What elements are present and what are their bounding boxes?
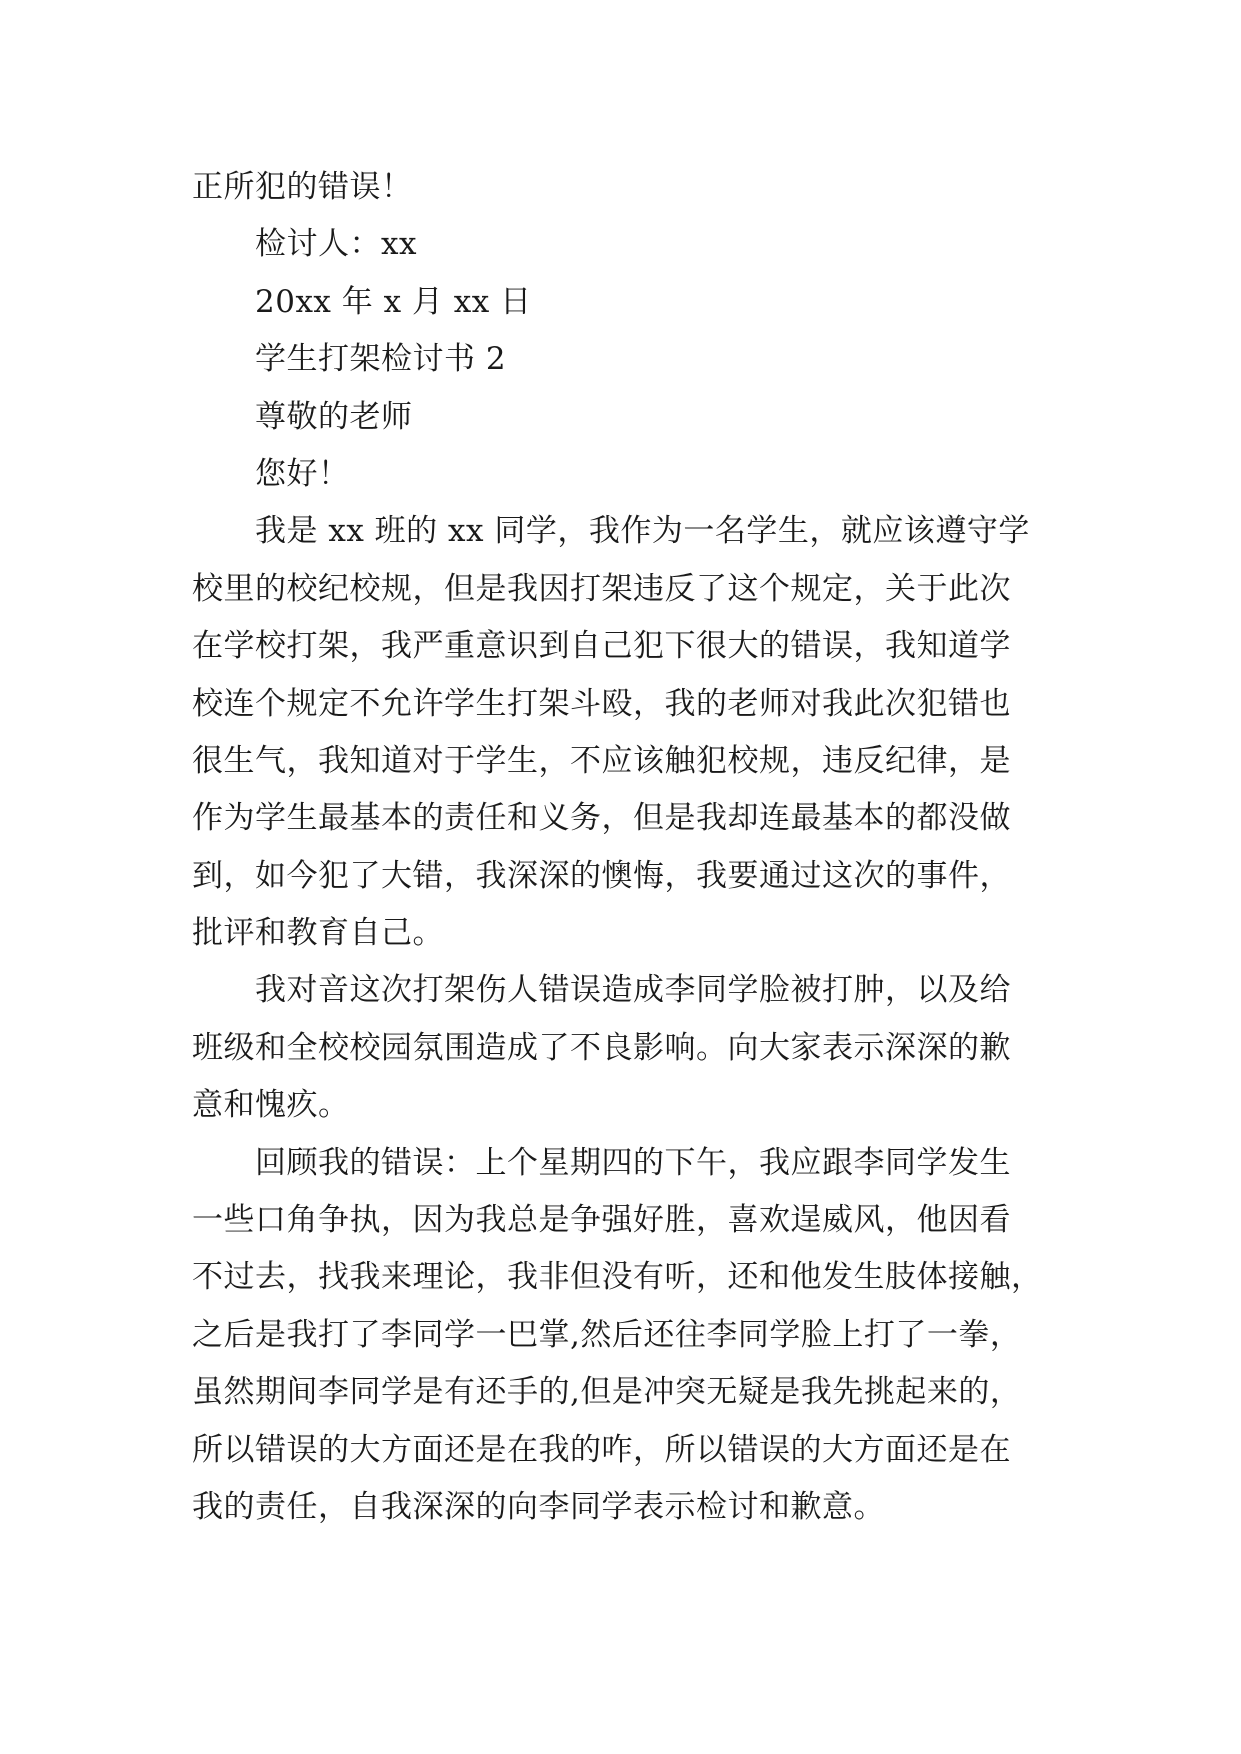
text-line: 意和愧疚。	[192, 1087, 350, 1124]
text-line: 所以错误的大方面还是在我的咋，所以错误的大方面还是在	[192, 1431, 1011, 1468]
reviewer-line: 检讨人：xx	[255, 226, 417, 263]
text-line: 我的责任，自我深深的向李同学表示检讨和歉意。	[192, 1488, 885, 1525]
text-line: 虽然期间李同学是有还手的,但是冲突无疑是我先挑起来的，	[192, 1374, 1022, 1411]
text-line: 不过去，找我来理论，我非但没有听，还和他发生肢体接触，	[192, 1259, 1043, 1296]
salutation: 尊敬的老师	[255, 398, 413, 435]
text-line: 校里的校纪校规，但是我因打架违反了这个规定，关于此次	[192, 570, 1011, 607]
text-line: 我对音这次打架伤人错误造成李同学脸被打肿，以及给	[255, 972, 1011, 1009]
text-line: 批评和教育自己。	[192, 915, 444, 952]
document-title: 学生打架检讨书 2	[255, 341, 507, 378]
text-line: 作为学生最基本的责任和义务，但是我却连最基本的都没做	[192, 800, 1011, 837]
text-line: 之后是我打了李同学一巴掌,然后还往李同学脸上打了一拳，	[192, 1316, 1022, 1353]
text-line: 校连个规定不允许学生打架斗殴，我的老师对我此次犯错也	[192, 685, 1011, 722]
text-line: 班级和全校校园氛围造成了不良影响。向大家表示深深的歉	[192, 1029, 1011, 1066]
text-line: 很生气，我知道对于学生，不应该触犯校规，违反纪律，是	[192, 742, 1011, 779]
text-line: 我是 xx 班的 xx 同学，我作为一名学生，就应该遵守学	[255, 513, 1030, 550]
greeting: 您好！	[255, 455, 350, 492]
text-line: 到，如今犯了大错，我深深的懊悔，我要通过这次的事件，	[192, 857, 1011, 894]
document-body	[192, 159, 1072, 1536]
date-line: 20xx 年 x 月 xx 日	[255, 283, 532, 320]
text-line: 正所犯的错误！	[192, 169, 413, 205]
text-line: 一些口角争执，因为我总是争强好胜，喜欢逞威风，他因看	[192, 1202, 1011, 1239]
text-line: 在学校打架，我严重意识到自己犯下很大的错误，我知道学	[192, 628, 1011, 665]
text-line: 回顾我的错误：上个星期四的下午，我应跟李同学发生	[255, 1144, 1011, 1181]
